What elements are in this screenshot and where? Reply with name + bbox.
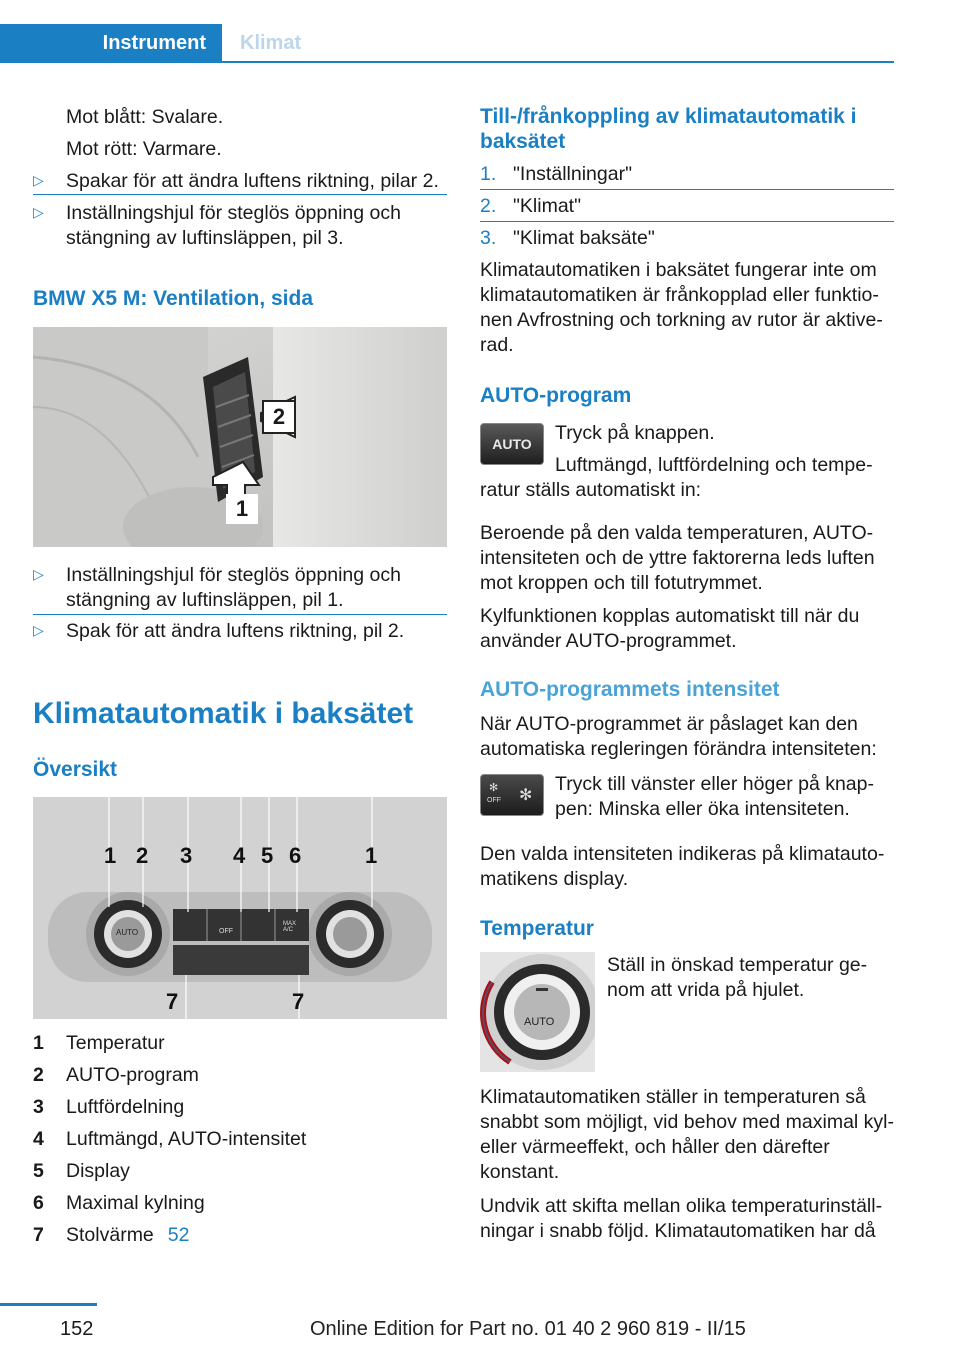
step-number: 2. — [480, 195, 497, 217]
step-text: "Klimat baksäte" — [513, 227, 655, 249]
legend-item: 6 Maximal kylning — [33, 1192, 205, 1214]
step-text: "Klimat" — [513, 195, 582, 217]
callout-number: 4 — [233, 843, 246, 868]
tab-klimat[interactable]: Klimat — [240, 31, 302, 54]
bullet-item: Inställningshjul för steglös öppning och stängning av luftinsläppen, pil 1. — [66, 564, 401, 611]
panel-maxac-label: MAX A/C — [283, 921, 297, 933]
callout-number: 5 — [261, 843, 274, 868]
callout-number: 7 — [292, 989, 305, 1014]
page-ref-link[interactable]: 52 — [167, 1224, 190, 1246]
paragraph: Klimatautomatiken ställer in temperaturen så snabbt som möjligt, vid behov med maximal kyl- eller värmeeffekt, och håller den därefter konstant. — [480, 1086, 894, 1183]
callout-number: 1 — [365, 843, 378, 868]
text-press-button: Tryck på knappen. — [555, 422, 715, 444]
control-panel-photo — [33, 797, 447, 1019]
callout-number: 1 — [226, 494, 258, 524]
legend-item: 7 Stolvärme 52 — [33, 1224, 190, 1246]
divider — [33, 614, 447, 615]
step-number: 3. — [480, 227, 497, 249]
paragraph: Klimatautomatiken i baksätet fungerar inte om klimatautomatiken är frånkopplad eller funktionen Avfrostning och torkning av rutor är aktiverad. — [480, 259, 883, 356]
paragraph: Tryck till vänster eller höger på knappen: Minska eller öka intensiteten. — [555, 773, 874, 820]
paragraph: Luftmängd, luftfördelning och temperatur ställs automatiskt in: — [480, 454, 873, 501]
callout-number: 3 — [180, 843, 193, 868]
legend-item: 5 Display — [33, 1160, 130, 1182]
paragraph: Ställ in önskad temperatur genom att vrida på hjulet. — [607, 954, 868, 1001]
heading-auto-program: AUTO-program — [480, 384, 632, 407]
legend-item: 3 Luftfördelning — [33, 1096, 185, 1118]
heading-temperature: Temperatur — [480, 917, 594, 940]
bullet-triangle-icon: ▷ — [33, 622, 44, 638]
text-blue-cooler: Mot blått: Svalare. — [66, 106, 224, 128]
legend-item: 1 Temperatur — [33, 1032, 165, 1054]
heading-rear-climate: Klimatautomatik i baksätet — [33, 697, 414, 730]
bullet-triangle-icon: ▷ — [33, 204, 44, 220]
callout-number: 7 — [166, 989, 179, 1014]
heading-ventilation: BMW X5 M: Ventilation, sida — [33, 287, 314, 310]
panel-off-label: OFF — [219, 928, 233, 935]
paragraph: När AUTO-programmet är påslaget kan den automatiska regleringen förändra intensiteten: — [480, 713, 877, 760]
callout-number: 2 — [262, 400, 296, 434]
bullet-item: Inställningshjul för steglös öppning och stängning av luftinsläppen, pil 3. — [66, 202, 401, 249]
bullet-item: Spakar för att ändra luftens riktning, pilar 2. — [66, 170, 439, 192]
edition-text: Online Edition for Part no. 01 40 2 960 819 - II/15 — [310, 1318, 746, 1340]
heading-overview: Översikt — [33, 758, 118, 781]
callout-number: 6 — [289, 843, 302, 868]
bullet-triangle-icon: ▷ — [33, 172, 44, 188]
bullet-item: Spak för att ändra luftens riktning, pil 2. — [66, 620, 405, 642]
temperature-knob-image: AUTO — [480, 952, 595, 1072]
callout-number: 2 — [136, 843, 149, 868]
footer-rule — [0, 1303, 97, 1306]
callout-number: 1 — [104, 843, 117, 868]
panel-auto-label: AUTO — [116, 928, 139, 937]
fan-small-icon: ✻ — [489, 782, 499, 794]
step-text: "Inställningar" — [513, 163, 632, 185]
paragraph: Beroende på den valda temperaturen, AUTO-intensiteten och de yttre faktorerna leds luften mot kroppen och till fotutrymmet. — [480, 522, 875, 594]
paragraph: Undvik att skifta mellan olika temperaturinställningar i snabb följd. Klimatautomatiken har då — [480, 1195, 883, 1242]
text-red-warmer: Mot rött: Varmare. — [66, 138, 222, 160]
tab-instrument[interactable]: Instrument — [0, 24, 222, 62]
auto-button-image: AUTO — [480, 423, 544, 465]
page-number: 152 — [60, 1318, 94, 1340]
paragraph: Den valda intensiteten indikeras på klimatautomatikens display. — [480, 843, 885, 890]
legend-item: 4 Luftmängd, AUTO-intensitet — [33, 1128, 307, 1150]
paragraph: Kylfunktionen kopplas automatiskt till när du använder AUTO-programmet. — [480, 605, 860, 652]
bullet-triangle-icon: ▷ — [33, 566, 44, 582]
heading-auto-intensity: AUTO-programmets intensitet — [480, 678, 780, 701]
step-number: 1. — [480, 163, 497, 185]
heading-toggle: Till-/frånkoppling av klimatautomatik i baksätet — [480, 105, 857, 153]
fan-icon: ✻ — [519, 787, 533, 804]
legend-item: 2 AUTO-program — [33, 1064, 199, 1086]
intensity-button-image: OFF ✻ ✻ — [480, 774, 544, 816]
divider — [33, 194, 447, 195]
